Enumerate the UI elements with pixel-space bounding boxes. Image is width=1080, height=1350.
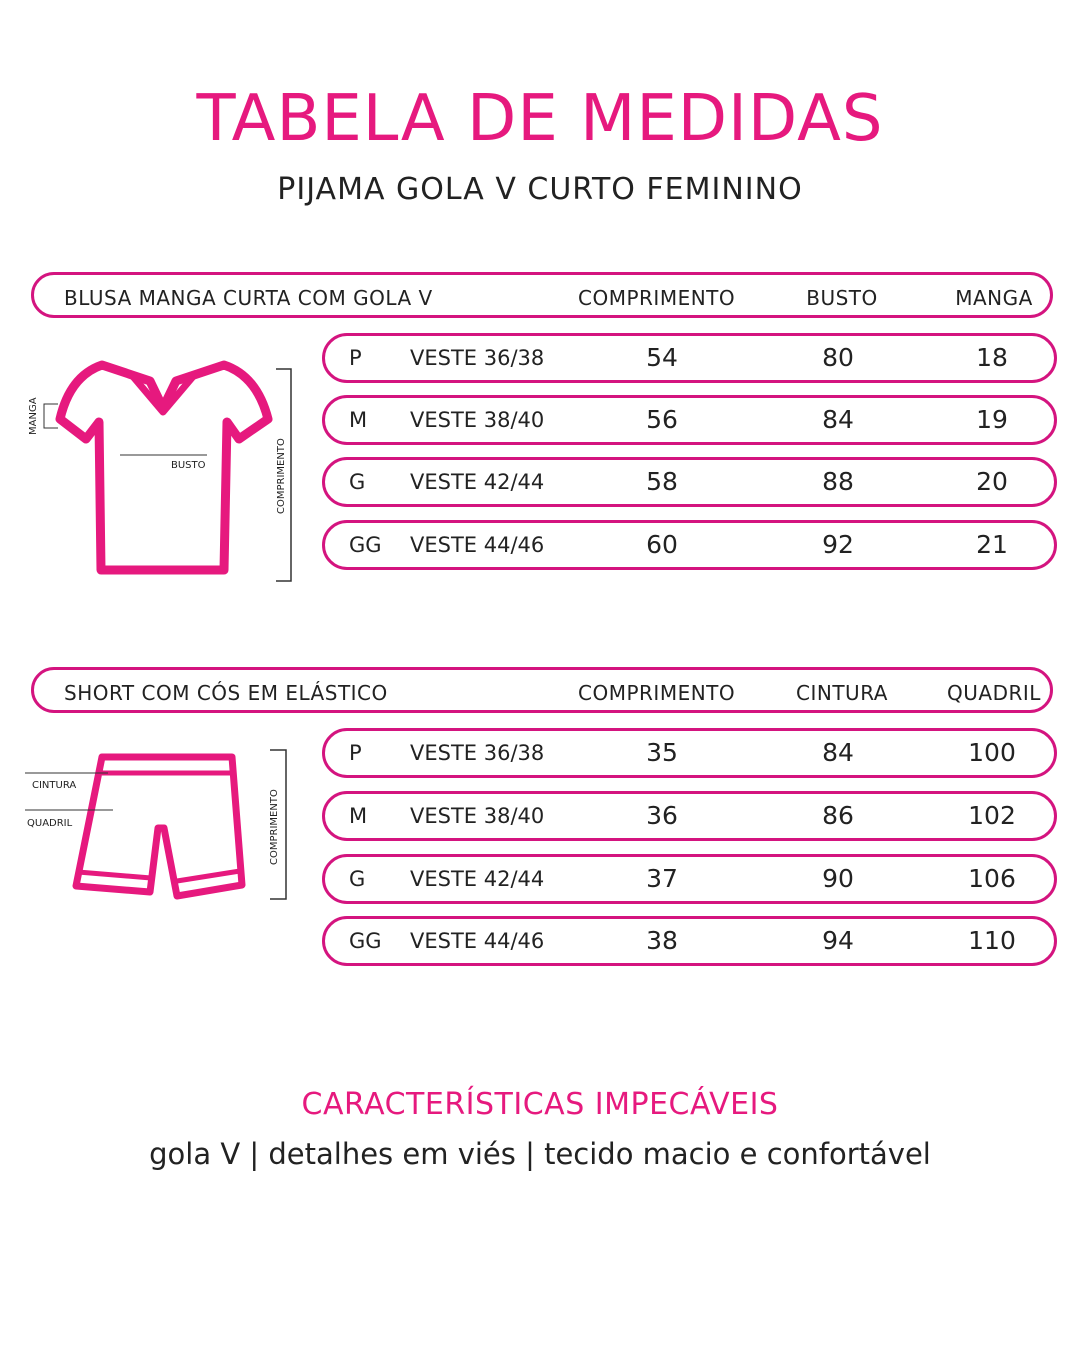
value-cintura: 86 bbox=[822, 801, 854, 830]
veste-label: VESTE 38/40 bbox=[410, 408, 545, 432]
value-comprimento: 56 bbox=[646, 405, 678, 434]
value-manga: 18 bbox=[976, 343, 1008, 372]
veste-label: VESTE 42/44 bbox=[410, 470, 545, 494]
value-manga: 19 bbox=[976, 405, 1008, 434]
size-label: P bbox=[349, 346, 362, 370]
col-quadril: QUADRIL bbox=[947, 681, 1041, 705]
manga-label: MANGA bbox=[28, 397, 39, 435]
size-label: GG bbox=[349, 533, 382, 557]
features-title: CARACTERÍSTICAS IMPECÁVEIS bbox=[301, 1087, 779, 1122]
page-title: TABELA DE MEDIDAS bbox=[196, 82, 884, 156]
short-header bbox=[31, 667, 1053, 713]
veste-label: VESTE 36/38 bbox=[410, 346, 545, 370]
value-busto: 92 bbox=[822, 530, 854, 559]
short-diagram bbox=[0, 742, 320, 912]
veste-label: VESTE 44/46 bbox=[410, 929, 545, 953]
col-comprimento: COMPRIMENTO bbox=[578, 286, 736, 310]
comprimento-label: COMPRIMENTO bbox=[269, 789, 280, 865]
table-row bbox=[322, 791, 1057, 841]
cintura-label: CINTURA bbox=[32, 780, 77, 791]
table-row bbox=[322, 916, 1057, 966]
col-cintura: CINTURA bbox=[796, 681, 888, 705]
value-quadril: 106 bbox=[968, 864, 1016, 893]
value-comprimento: 37 bbox=[646, 864, 678, 893]
size-label: M bbox=[349, 804, 368, 828]
veste-label: VESTE 42/44 bbox=[410, 867, 545, 891]
size-label: GG bbox=[349, 929, 382, 953]
value-busto: 80 bbox=[822, 343, 854, 372]
value-cintura: 84 bbox=[822, 738, 854, 767]
value-quadril: 102 bbox=[968, 801, 1016, 830]
value-manga: 20 bbox=[976, 467, 1008, 496]
short-section bbox=[0, 667, 1080, 987]
blouse-section bbox=[0, 272, 1080, 602]
value-cintura: 90 bbox=[822, 864, 854, 893]
value-busto: 88 bbox=[822, 467, 854, 496]
value-comprimento: 36 bbox=[646, 801, 678, 830]
tshirt-icon bbox=[0, 352, 320, 592]
veste-label: VESTE 36/38 bbox=[410, 741, 545, 765]
col-manga: MANGA bbox=[955, 286, 1033, 310]
value-comprimento: 38 bbox=[646, 926, 678, 955]
size-label: M bbox=[349, 408, 368, 432]
value-comprimento: 60 bbox=[646, 530, 678, 559]
blouse-header bbox=[31, 272, 1053, 318]
value-quadril: 100 bbox=[968, 738, 1016, 767]
blouse-diagram bbox=[0, 352, 320, 592]
short-title: SHORT COM CÓS EM ELÁSTICO bbox=[64, 681, 388, 705]
table-row bbox=[322, 520, 1057, 570]
features-text: gola V | detalhes em viés | tecido macio e confortável bbox=[149, 1137, 931, 1171]
col-busto: BUSTO bbox=[806, 286, 878, 310]
size-label: G bbox=[349, 867, 366, 891]
table-row bbox=[322, 728, 1057, 778]
veste-label: VESTE 38/40 bbox=[410, 804, 545, 828]
value-quadril: 110 bbox=[968, 926, 1016, 955]
table-row bbox=[322, 395, 1057, 445]
quadril-label: QUADRIL bbox=[27, 818, 73, 829]
comprimento-label: COMPRIMENTO bbox=[276, 438, 287, 514]
table-row bbox=[322, 854, 1057, 904]
table-row bbox=[322, 333, 1057, 383]
value-busto: 84 bbox=[822, 405, 854, 434]
value-comprimento: 54 bbox=[646, 343, 678, 372]
value-cintura: 94 bbox=[822, 926, 854, 955]
busto-label: BUSTO bbox=[171, 460, 206, 471]
veste-label: VESTE 44/46 bbox=[410, 533, 545, 557]
value-comprimento: 35 bbox=[646, 738, 678, 767]
size-label: G bbox=[349, 470, 366, 494]
value-comprimento: 58 bbox=[646, 467, 678, 496]
blouse-title: BLUSA MANGA CURTA COM GOLA V bbox=[64, 286, 433, 310]
col-comprimento: COMPRIMENTO bbox=[578, 681, 736, 705]
page-subtitle: PIJAMA GOLA V CURTO FEMININO bbox=[277, 172, 803, 207]
value-manga: 21 bbox=[976, 530, 1008, 559]
size-label: P bbox=[349, 741, 362, 765]
shorts-icon bbox=[0, 742, 320, 912]
table-row bbox=[322, 457, 1057, 507]
